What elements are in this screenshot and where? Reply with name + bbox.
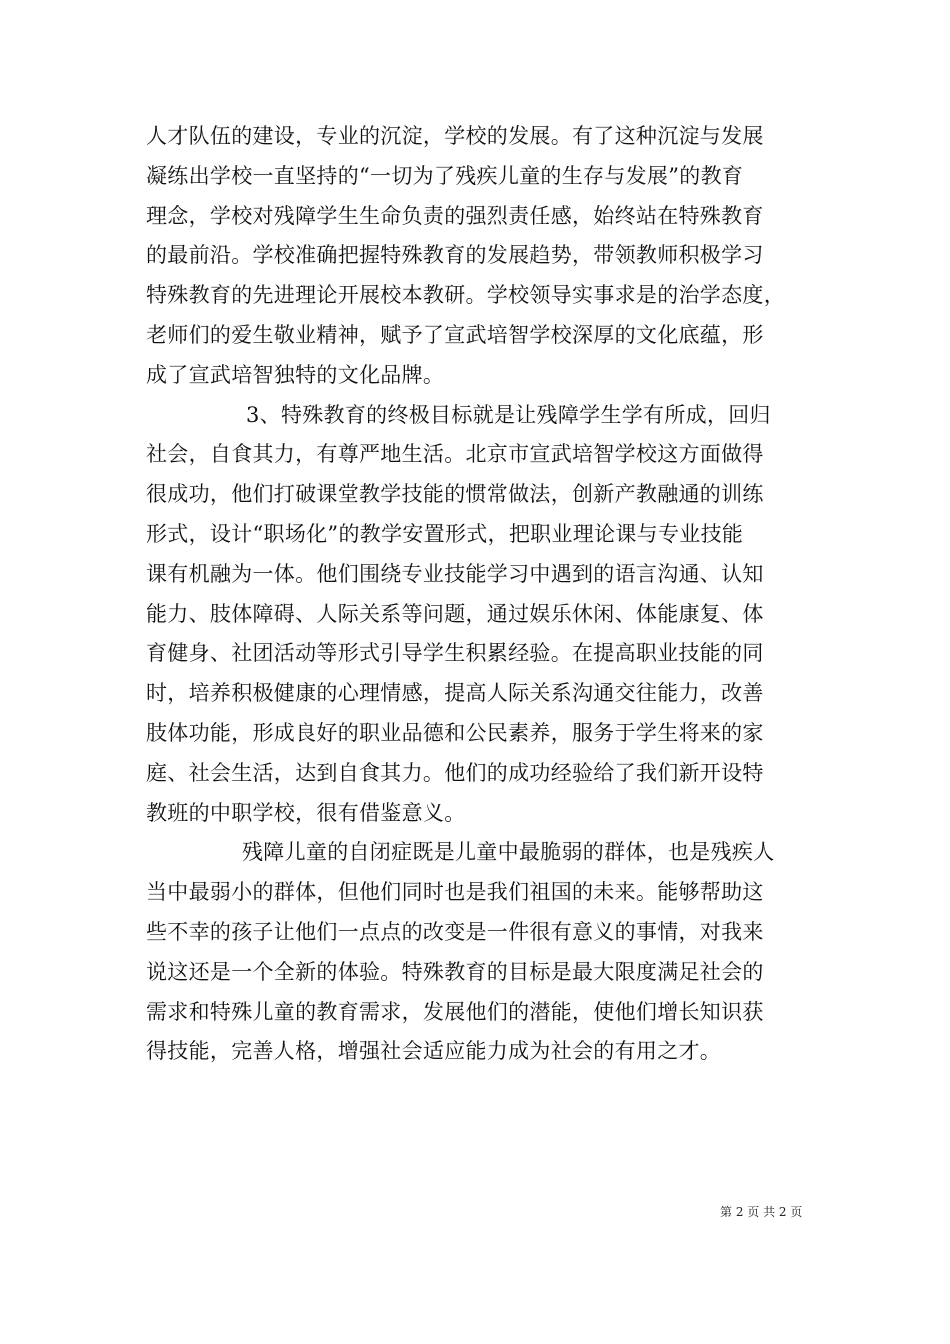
text-line: 的最前沿。学校准确把握特殊教育的发展趋势，带领教师积极学习 [146, 243, 764, 268]
text-line: 说这还是一个全新的体验。特殊教育的目标是最大限度满足社会的 [146, 959, 764, 984]
text-line: 社会，自食其力，有尊严地生活。北京市宣武培智学校这方面做得 [146, 442, 764, 467]
text-line: 需求和特殊儿童的教育需求，发展他们的潜能，使他们增长知识获 [146, 999, 764, 1024]
paragraph-2 [146, 396, 822, 834]
text-line: 些不幸的孩子让他们一点点的改变是一件很有意义的事情，对我来 [146, 919, 764, 944]
text-line: 老师们的爱生敬业精神，赋予了宣武培智学校深厚的文化底蕴，形 [146, 322, 764, 347]
text-line: 庭、社会生活，达到自食其力。他们的成功经验给了我们新开设特 [146, 760, 764, 785]
page-number: 第 2 页 共 2 页 [720, 1205, 803, 1219]
text-line: 理念，学校对残障学生生命负责的强烈责任感，始终站在特殊教育 [146, 203, 764, 228]
paragraph-1 [146, 117, 822, 396]
text-line: 残障儿童的自闭症既是儿童中最脆弱的群体，也是残疾人 [242, 840, 775, 865]
text-line: 时，培养积极健康的心理情感，提高人际关系沟通交往能力，改善 [146, 681, 764, 706]
text-line: 3、特殊教育的终极目标就是让残障学生学有所成，回归 [246, 402, 771, 427]
text-line: 凝练出学校一直坚持的“一切为了残疾儿童的生存与发展”的教育 [146, 163, 744, 188]
text-line: 很成功，他们打破课堂教学技能的惯常做法，创新产教融通的训练 [146, 482, 764, 507]
text-line: 成了宣武培智独特的文化品牌。 [146, 362, 445, 387]
text-line: 当中最弱小的群体，但他们同时也是我们祖国的未来。能够帮助这 [146, 880, 764, 905]
text-line: 教班的中职学校，很有借鉴意义。 [146, 800, 466, 825]
document-body [146, 117, 822, 1072]
paragraph-3 [146, 833, 822, 1072]
text-line: 育健身、社团活动等形式引导学生积累经验。在提高职业技能的同 [146, 641, 764, 666]
text-line: 特殊教育的先进理论开展校本教研。学校领导实事求是的治学态度， [146, 283, 785, 308]
text-line: 得技能，完善人格，增强社会适应能力成为社会的有用之才。 [146, 1039, 722, 1064]
text-line: 肢体功能，形成良好的职业品德和公民素养，服务于学生将来的家 [146, 720, 764, 745]
text-line: 人才队伍的建设，专业的沉淀，学校的发展。有了这种沉淀与发展 [146, 124, 764, 148]
text-line: 课有机融为一体。他们围绕专业技能学习中遇到的语言沟通、认知 [146, 561, 764, 586]
text-line: 能力、肢体障碍、人际关系等问题，通过娱乐休闲、体能康复、体 [146, 601, 764, 626]
text-line: 形式，设计“职场化”的教学安置形式，把职业理论课与专业技能 [146, 521, 744, 546]
